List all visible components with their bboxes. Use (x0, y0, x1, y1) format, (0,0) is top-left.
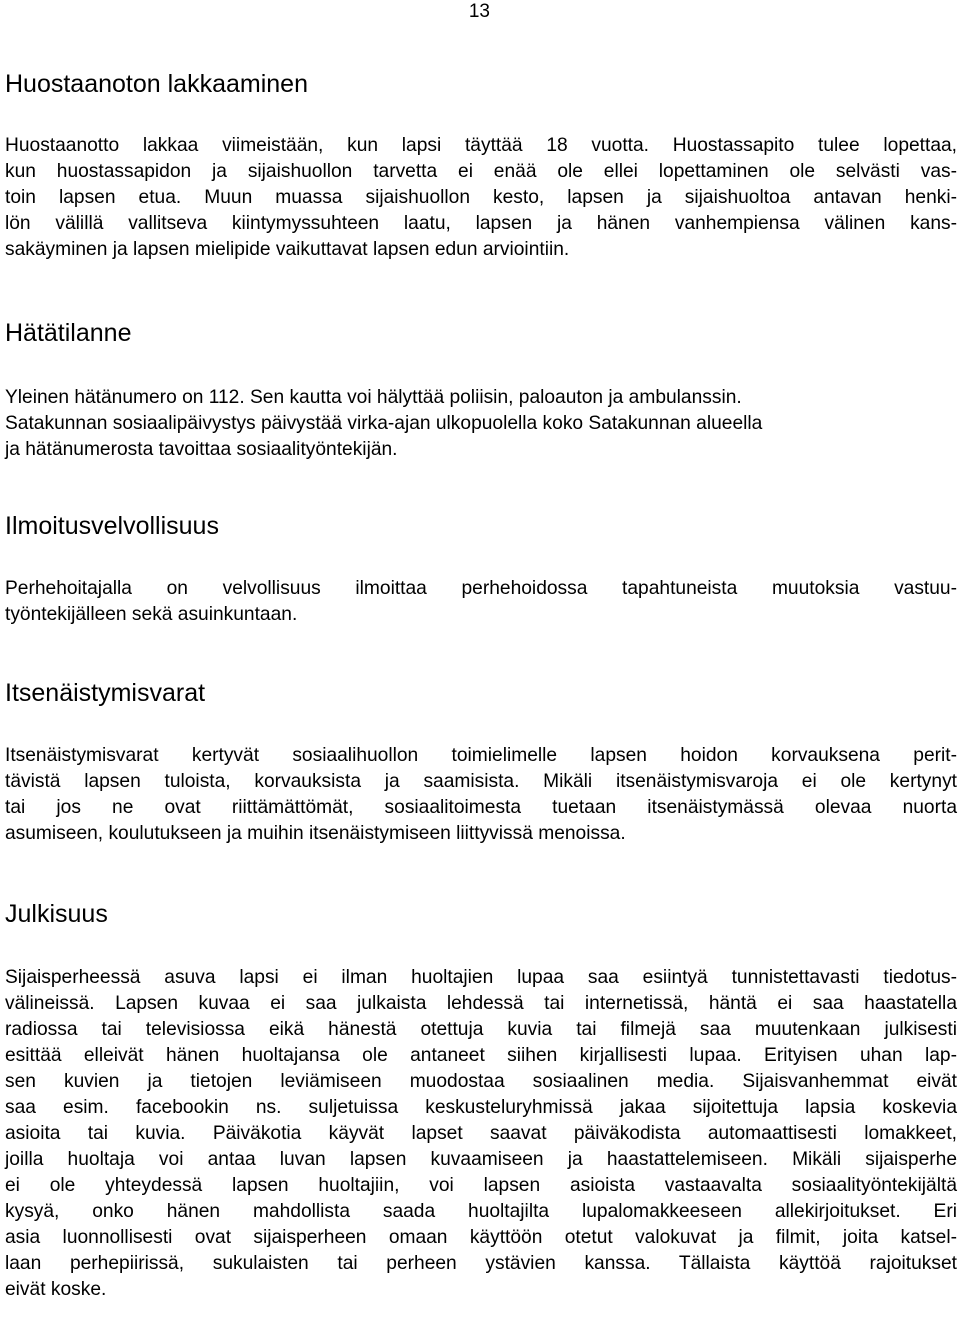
paragraph-line: tävistä lapsen tuloista, korvauksista ja saamisista. Mikäli itsenäistymisvaroja ei ole kertynyt (5, 771, 957, 792)
page-number: 13 (468, 1, 490, 22)
paragraph-line: ja hätänumerosta tavoittaa sosiaalityöntekijän. (5, 439, 398, 460)
section-heading-julkisuus: Julkisuus (5, 900, 108, 928)
section-heading-itsenaistymisvarat: Itsenäistymisvarat (5, 679, 206, 707)
paragraph-line: saa esim. facebookin ns. suljetuissa keskusteluryhmissä jakaa sijoitettuja lapsia koskevia (5, 1097, 957, 1118)
paragraph-line: ei ole yhteydessä lapsen huoltajiin, voi lapsen asioista vastaavalta sosiaalityöntekijältä (5, 1175, 957, 1196)
section-heading-huostaanoton-lakkaaminen: Huostaanoton lakkaaminen (5, 70, 308, 98)
paragraph-line: sen kuvien ja tietojen leviämiseen muodostaa sosiaalinen media. Sijaisvanhemmat eivät (5, 1071, 957, 1092)
paragraph-line: kysyä, onko hänen mahdollista saada huoltajilta lupalomakkeeseen allekirjoitukset. Eri (5, 1201, 957, 1222)
section-heading-hatatilanne: Hätätilanne (5, 319, 132, 347)
paragraph-line: Huostaanotto lakkaa viimeistään, kun lapsi täyttää 18 vuotta. Huostassapito tulee lopettaa, (5, 135, 957, 156)
paragraph-line: asioita tai kuvia. Päiväkotia käyvät lapset saavat päiväkodista automaattisesti lomakkeet, (5, 1123, 957, 1144)
paragraph-line: tai jos ne ovat riittämättömät, sosiaalitoimesta tuetaan itsenäistymässä olevaa nuorta (5, 797, 957, 818)
paragraph-line: radiossa tai televisiossa eikä hänestä otettuja kuvia tai filmejä saa muutenkaan julkisesti (5, 1019, 957, 1040)
paragraph-line: joilla huoltaja voi antaa luvan lapsen kuvaamiseen ja haastattelemiseen. Mikäli sijaisperhe (5, 1149, 957, 1170)
paragraph-line: toin lapsen etua. Muun muassa sijaishuollon kesto, lapsen ja sijaishuoltoa antavan henki- (5, 187, 957, 208)
paragraph-line: Itsenäistymisvarat kertyvät sosiaalihuollon toimielimelle lapsen hoidon korvauksena perit- (5, 745, 957, 766)
section-paragraph-huostaanoton-lakkaaminen (5, 133, 957, 263)
section-paragraph-hatatilanne (5, 385, 957, 463)
section-paragraph-julkisuus (5, 965, 957, 1303)
paragraph-line: Perhehoitajalla on velvollisuus ilmoittaa perhehoidossa tapahtuneista muutoksia vastuu- (5, 578, 957, 599)
paragraph-line: asia luonnollisesti ovat sijaisperheen omaan käyttöön otetut valokuvat ja filmit, joita katsel- (5, 1227, 957, 1248)
paragraph-line: esittää elleivät hänen huoltajansa ole antaneet siihen kirjallisesti lupaa. Erityisen uhan lap- (5, 1045, 957, 1066)
paragraph-line: välineissä. Lapsen kuvaa ei saa julkaista lehdessä tai internetissä, häntä ei saa haastatella (5, 993, 957, 1014)
paragraph-line: työntekijälleen sekä asuinkuntaan. (5, 604, 298, 625)
section-paragraph-itsenaistymisvarat (5, 743, 957, 847)
paragraph-line: kun huostassapidon ja sijaishuollon tarvetta ei enää ole ellei lopettaminen ole selvästi vas- (5, 161, 957, 182)
paragraph-line: Satakunnan sosiaalipäivystys päivystää virka-ajan ulkopuolella koko Satakunnan alueella (5, 413, 763, 434)
paragraph-line: asumiseen, koulutukseen ja muihin itsenäistymiseen liittyvissä menoissa. (5, 823, 626, 844)
paragraph-line: lön välillä vallitseva kiintymyssuhteen laatu, lapsen ja hänen vanhempiensa välinen kans- (5, 213, 957, 234)
section-heading-ilmoitusvelvollisuus: Ilmoitusvelvollisuus (5, 512, 219, 540)
paragraph-line: eivät koske. (5, 1279, 107, 1300)
paragraph-line: Yleinen hätänumero on 112. Sen kautta voi hälyttää poliisin, paloauton ja ambulanssin. (5, 387, 742, 408)
section-paragraph-ilmoitusvelvollisuus (5, 576, 957, 628)
paragraph-line: sakäyminen ja lapsen mielipide vaikuttavat lapsen edun arviointiin. (5, 239, 570, 260)
paragraph-line: Sijaisperheessä asuva lapsi ei ilman huoltajien lupaa saa esiintyä tunnistettavasti tiedotus- (5, 967, 957, 988)
paragraph-line: laan perhepiirissä, sukulaisten tai perheen ystävien kanssa. Tällaista käyttöä rajoitukset (5, 1253, 957, 1274)
